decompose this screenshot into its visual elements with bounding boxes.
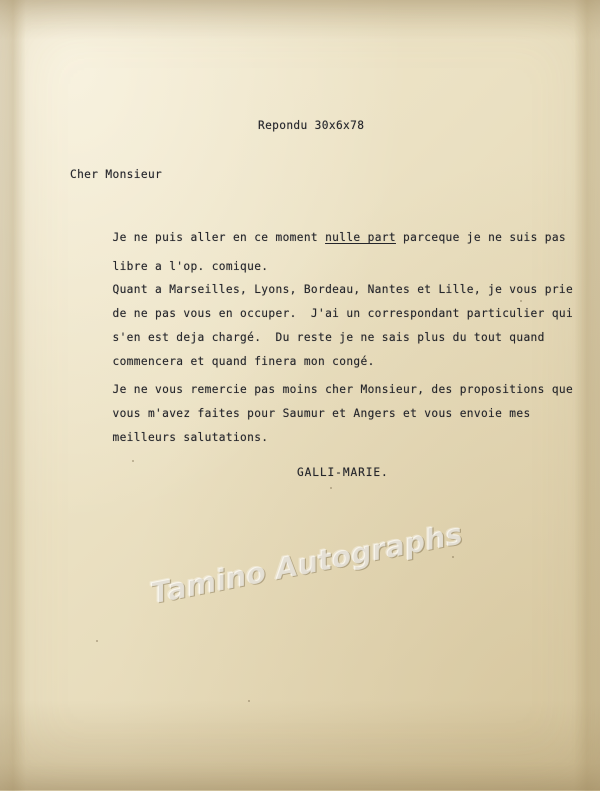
- line-text-pre: libre a l'op. comique.: [112, 260, 269, 273]
- line-text-pre: meilleurs salutations.: [112, 431, 269, 444]
- line-text-pre: Quant a Marseilles, Lyons, Bordeau, Nantes et Lille, je vous prie: [112, 283, 574, 296]
- watermark-text: Tamino Autographs: [147, 516, 466, 611]
- line-text-pre: s'en est deja chargé. Du reste je ne sais plus du tout quand: [112, 331, 545, 344]
- letter-salutation: Cher Monsieur: [70, 168, 163, 181]
- reply-annotation: Repondu 30x6x78: [258, 119, 365, 132]
- letter-body-line: [70, 418, 268, 457]
- line-text-pre: vous m'avez faites pour Saumur et Angers et vous envoie mes: [112, 407, 531, 420]
- line-text-pre: Je ne puis aller en ce moment: [112, 231, 326, 244]
- letter-signature: GALLI-MARIE.: [297, 466, 389, 479]
- line-text-pre: Je ne vous remercie pas moins cher Monsieur, des propositions que: [112, 383, 574, 396]
- line-text-underlined: nulle part: [325, 231, 396, 244]
- line-text-pre: commencera et quand finera mon congé.: [112, 355, 375, 368]
- line-text-pre: de ne pas vous en occuper. J'ai un correspondant particulier qui: [112, 307, 574, 320]
- line-text-post: parceque je ne suis pas: [395, 231, 567, 244]
